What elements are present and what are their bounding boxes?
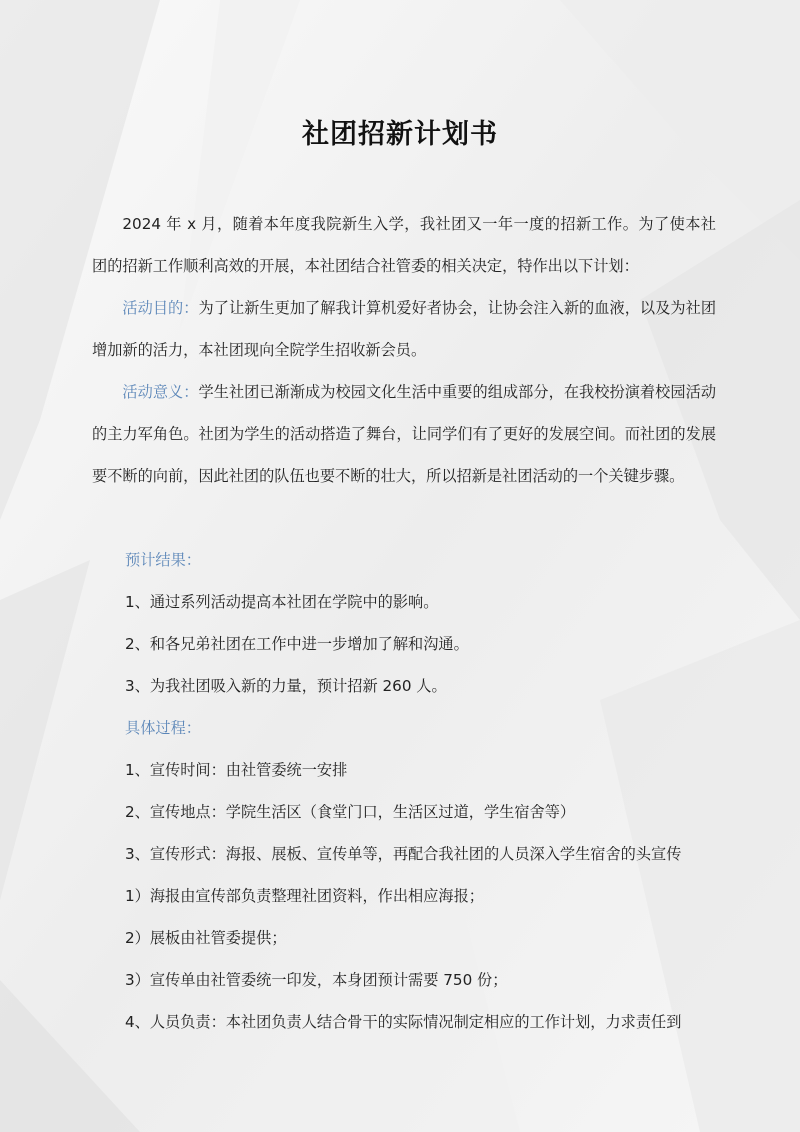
process-label: 具体过程： [125,719,201,737]
process-item: 3、宣传形式：海报、展板、宣传单等，再配合我社团的人员深入学生宿舍的头宣传 [125,845,682,863]
process-item: 2）展板由社管委提供； [125,929,287,947]
purpose-label: 活动目的： [122,299,199,317]
significance-paragraph [92,371,716,497]
document-title: 社团招新计划书 [302,119,498,150]
process-item: 3）宣传单由社管委统一印发，本身团预计需要 750 份； [125,971,508,989]
process-item: 1、宣传时间：由社管委统一安排 [125,761,348,779]
intro-paragraph: 2024 年 x 月，随着本年度我院新生入学，我社团又一年一度的招新工作。为了使本社团的招新工作顺利高效的开展，本社团结合社管委的相关决定，特作出以下计划： [92,215,716,275]
purpose-paragraph [92,287,716,371]
expected-item: 1、通过系列活动提高本社团在学院中的影响。 [125,593,439,611]
significance-label: 活动意义： [122,383,199,401]
expected-label: 预计结果： [125,551,201,569]
expected-item: 3、为我社团吸入新的力量，预计招新 260 人。 [125,677,447,695]
process-item: 1）海报由宣传部负责整理社团资料，作出相应海报； [125,887,484,905]
process-item: 2、宣传地点：学院生活区（食堂门口，生活区过道，学生宿舍等） [125,803,576,821]
expected-item: 2、和各兄弟社团在工作中进一步增加了解和沟通。 [125,635,469,653]
purpose-text: 为了让新生更加了解我计算机爱好者协会，让协会注入新的血液，以及为社团增加新的活力，本社团现向全院学生招收新会员。 [92,299,717,359]
significance-text: 学生社团已渐渐成为校园文化生活中重要的组成部分，在我校扮演着校园活动的主力军角色。社团为学生的活动搭造了舞台，让同学们有了更好的发展空间。而社团的发展要不断的向前，因此社团的队伍也要不断的壮大，所以招新是社团活动的一个关键步骤。 [92,383,717,485]
process-item: 4、人员负责：本社团负责人结合骨干的实际情况制定相应的工作计划，力求责任到 [125,1013,682,1031]
